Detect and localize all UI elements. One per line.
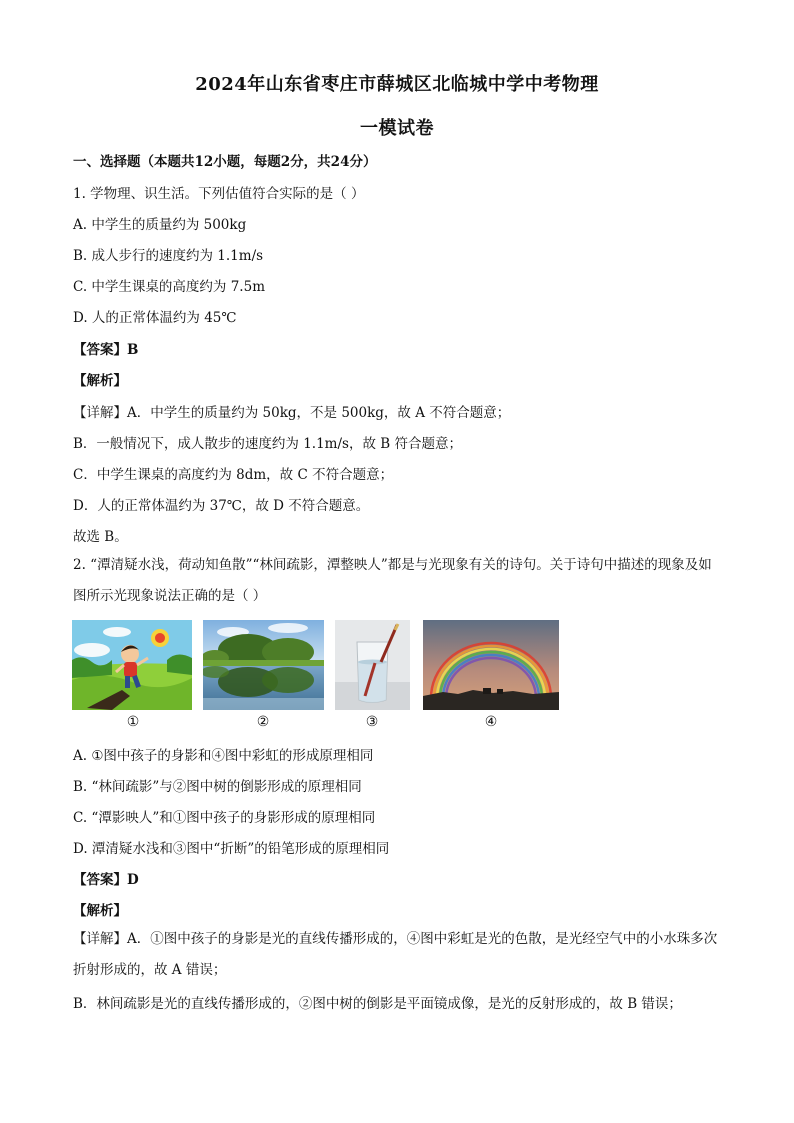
figure-2-caption: ② xyxy=(256,714,270,730)
section-heading: 一、选择题（本题共12小题，每题2分，共24分） xyxy=(73,154,377,170)
figure-3-caption: ③ xyxy=(365,714,379,730)
q2-detail-b: B．林间疏影是光的直线传播形成的，②图中树的倒影是平面镜成像，是光的反射形成的，故 B 错误； xyxy=(73,996,682,1012)
figure-1-boy-shadow xyxy=(72,620,192,710)
figure-1-caption: ① xyxy=(126,714,140,730)
q1-option-a: A. 中学生的质量约为 500kg xyxy=(73,217,247,233)
q1-stem: 1. 学物理、识生活。下列估值符合实际的是（ ） xyxy=(73,186,365,202)
q1-detail-b: B．一般情况下，成人散步的速度约为 1.1m/s，故 B 符合题意； xyxy=(73,436,462,452)
q1-analysis-label: 【解析】 xyxy=(73,373,127,389)
q2-option-b: B. “林间疏影”与②图中树的倒影形成的原理相同 xyxy=(73,779,362,795)
q1-detail-d: D．人的正常体温约为 37℃，故 D 不符合题意。 xyxy=(73,498,370,514)
q1-detail-a: 【详解】A．中学生的质量约为 50kg，不是 500kg，故 A 不符合题意； xyxy=(73,405,511,421)
q2-stem: 2. “潭清疑水浅，荷动知鱼散”“林间疏影，潭整映人”都是与光现象有关的诗句。关于诗句中描述的现象及如图所示光现象说法正确的是（ ） xyxy=(73,557,712,604)
q1-detail-c: C．中学生课桌的高度约为 8dm，故 C 不符合题意； xyxy=(73,467,394,483)
q2-detail-a: 【详解】A．①图中孩子的身影是光的直线传播形成的，④图中彩虹是光的色散，是光经空气中的小水珠多次折射形成的，故 A 错误； xyxy=(73,931,718,978)
q1-option-b: B. 成人步行的速度约为 1.1m/s xyxy=(73,248,264,264)
figure-4-caption: ④ xyxy=(484,714,498,730)
figure-2-tree-reflection xyxy=(203,620,324,710)
exam-title-line1: 2024年山东省枣庄市薛城区北临城中学中考物理 xyxy=(195,74,599,95)
q2-option-c: C. “潭影映人”和①图中孩子的身影形成的原理相同 xyxy=(73,810,376,826)
q1-answer: 【答案】B xyxy=(73,342,139,358)
q1-option-c: C. 中学生课桌的高度约为 7.5m xyxy=(73,279,265,295)
figure-3-pencil-in-water xyxy=(335,620,410,710)
figure-4-rainbow xyxy=(423,620,559,710)
q2-answer: 【答案】D xyxy=(73,872,139,888)
q2-option-a: A. ①图中孩子的身影和④图中彩虹的形成原理相同 xyxy=(73,748,374,764)
q1-option-d: D. 人的正常体温约为 45℃ xyxy=(73,310,237,326)
exam-title-line2: 一模试卷 xyxy=(360,118,434,139)
q1-conclusion: 故选 B。 xyxy=(73,529,128,545)
q2-option-d: D. 潭清疑水浅和③图中“折断”的铅笔形成的原理相同 xyxy=(73,841,390,857)
q2-analysis-label: 【解析】 xyxy=(73,903,127,919)
